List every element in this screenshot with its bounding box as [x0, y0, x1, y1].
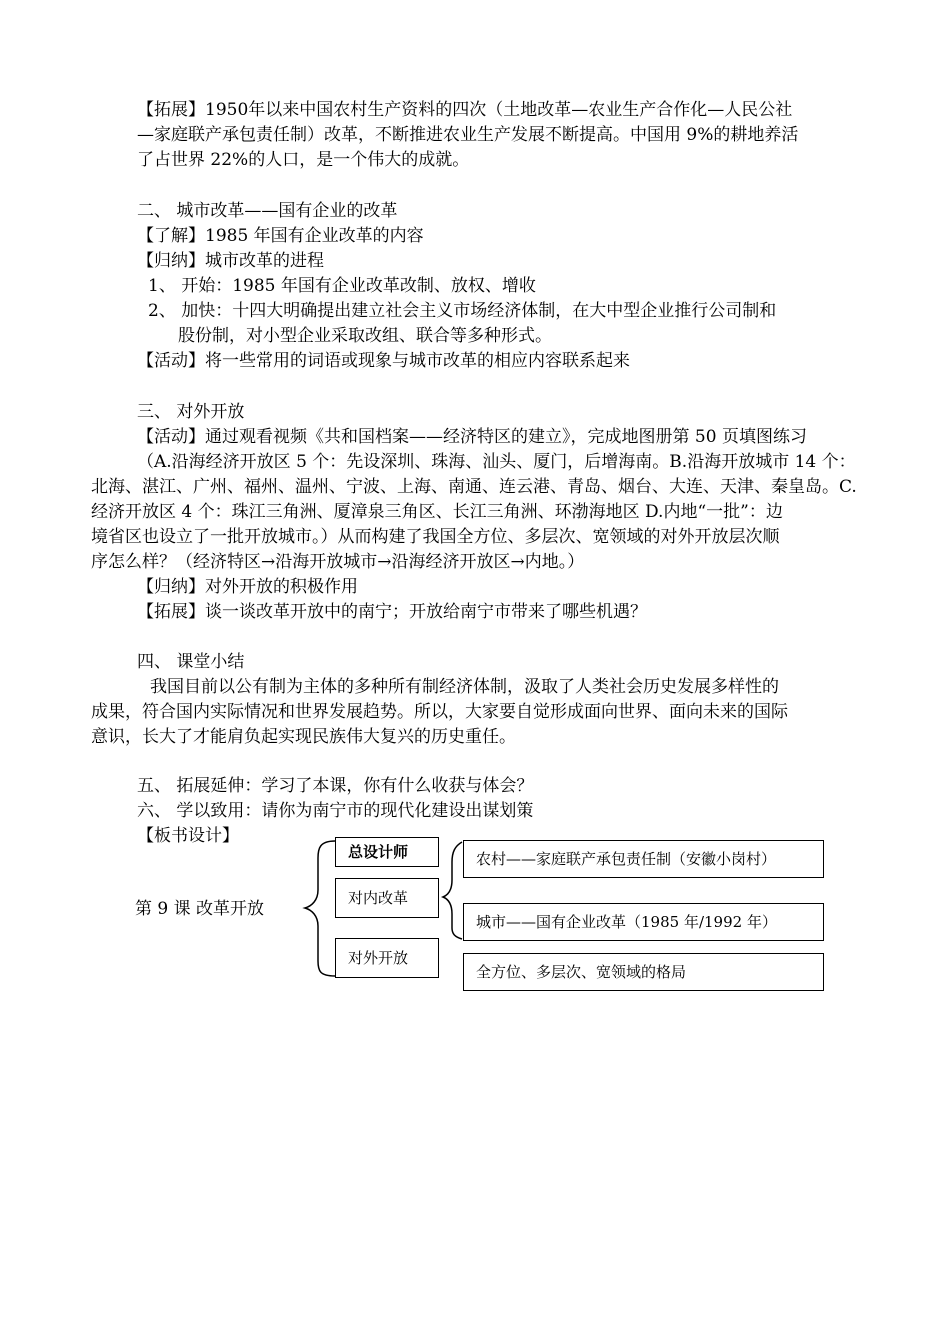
expand-paragraph-line-3: 了占世界 22%的人口，是一个伟大的成就。 [137, 150, 470, 170]
box-chief-architect [335, 837, 439, 867]
section-3-line-6: 序怎么样？（经济特区→沿海开放城市→沿海经济开放区→内地。） [91, 552, 585, 572]
section-3-activity: 【活动】通过观看视频《共和国档案——经济特区的建立》，完成地图册第 50 页填图练习 [137, 427, 807, 447]
box-opening-up-label: 对外开放 [348, 948, 409, 967]
section-3-line-5: 境省区也设立了一批开放城市。）从而构建了我国全方位、多层次、宽领域的对外开放层次顺 [91, 527, 780, 547]
section-2-step-2-cont: 股份制，对小型企业采取改组、联合等多种形式。 [178, 326, 552, 346]
box-rural-reform [463, 840, 824, 878]
section-2-understand: 【了解】1985 年国有企业改革的内容 [137, 226, 424, 246]
lesson-title: 第 9 课 改革开放 [135, 899, 265, 919]
section-2-activity: 【活动】将一些常用的词语或现象与城市改革的相应内容联系起来 [137, 351, 630, 371]
section-2-title: 二、 城市改革——国有企业的改革 [137, 201, 398, 221]
section-3-title: 三、 对外开放 [137, 402, 245, 422]
section-2-step-1: 1、 开始：1985 年国有企业改革改制、放权、增收 [148, 276, 536, 296]
section-4-line-2: 成果，符合国内实际情况和世界发展趋势。所以，大家要自觉形成面向世界、面向未来的国际 [91, 702, 788, 722]
section-5: 五、 拓展延伸：学习了本课，你有什么收获与体会？ [137, 776, 534, 796]
section-3-summary: 【归纳】对外开放的积极作用 [137, 577, 358, 597]
section-4-line-1: 我国目前以公有制为主体的多种所有制经济体制，汲取了人类社会历史发展多样性的 [150, 677, 779, 697]
box-rural-reform-label: 农村——家庭联产承包责任制（安徽小岗村） [476, 849, 777, 868]
box-urban-reform [463, 903, 824, 941]
box-urban-reform-label: 城市——国有企业改革（1985 年/1992 年） [476, 912, 777, 931]
expand-paragraph-line-2: —家庭联产承包责任制）改革，不断推进农业生产发展不断提高。中国用 9%的耕地养活 [137, 125, 799, 145]
section-2-step-2: 2、 加快：十四大明确提出建立社会主义市场经济体制，在大中型企业推行公司制和 [148, 301, 777, 321]
section-3-line-3: 北海、湛江、广州、福州、温州、宁波、上海、南通、连云港、青岛、烟台、大连、天津、秦皇岛。C. [91, 477, 857, 497]
section-6: 六、 学以致用：请你为南宁市的现代化建设出谋划策 [137, 801, 534, 821]
box-opening-pattern-label: 全方位、多层次、宽领域的格局 [476, 962, 687, 981]
section-3-line-2: （A.沿海经济开放区 5 个：先设深圳、珠海、汕头、厦门，后增海南。B.沿海开放城市 14 个： [137, 452, 856, 472]
box-domestic-reform [335, 878, 439, 918]
section-2-summary: 【归纳】城市改革的进程 [137, 251, 324, 271]
section-4-title: 四、 课堂小结 [137, 652, 245, 672]
board-design-heading: 【板书设计】 [137, 826, 239, 846]
section-3-line-4: 经济开放区 4 个：珠江三角洲、厦漳泉三角区、长江三角洲、环渤海地区 D.内地“一批”：边 [91, 502, 783, 522]
box-opening-up [335, 938, 439, 978]
section-3-expand: 【拓展】谈一谈改革开放中的南宁；开放给南宁市带来了哪些机遇？ [137, 602, 647, 622]
expand-paragraph-line-1: 【拓展】1950年以来中国农村生产资料的四次（土地改革—农业生产合作化—人民公社 [137, 100, 793, 120]
box-chief-architect-label: 总设计师 [348, 842, 409, 861]
box-opening-pattern [463, 953, 824, 991]
box-domestic-reform-label: 对内改革 [348, 888, 409, 907]
section-4-line-3: 意识，长大了才能肩负起实现民族伟大复兴的历史重任。 [91, 727, 516, 747]
